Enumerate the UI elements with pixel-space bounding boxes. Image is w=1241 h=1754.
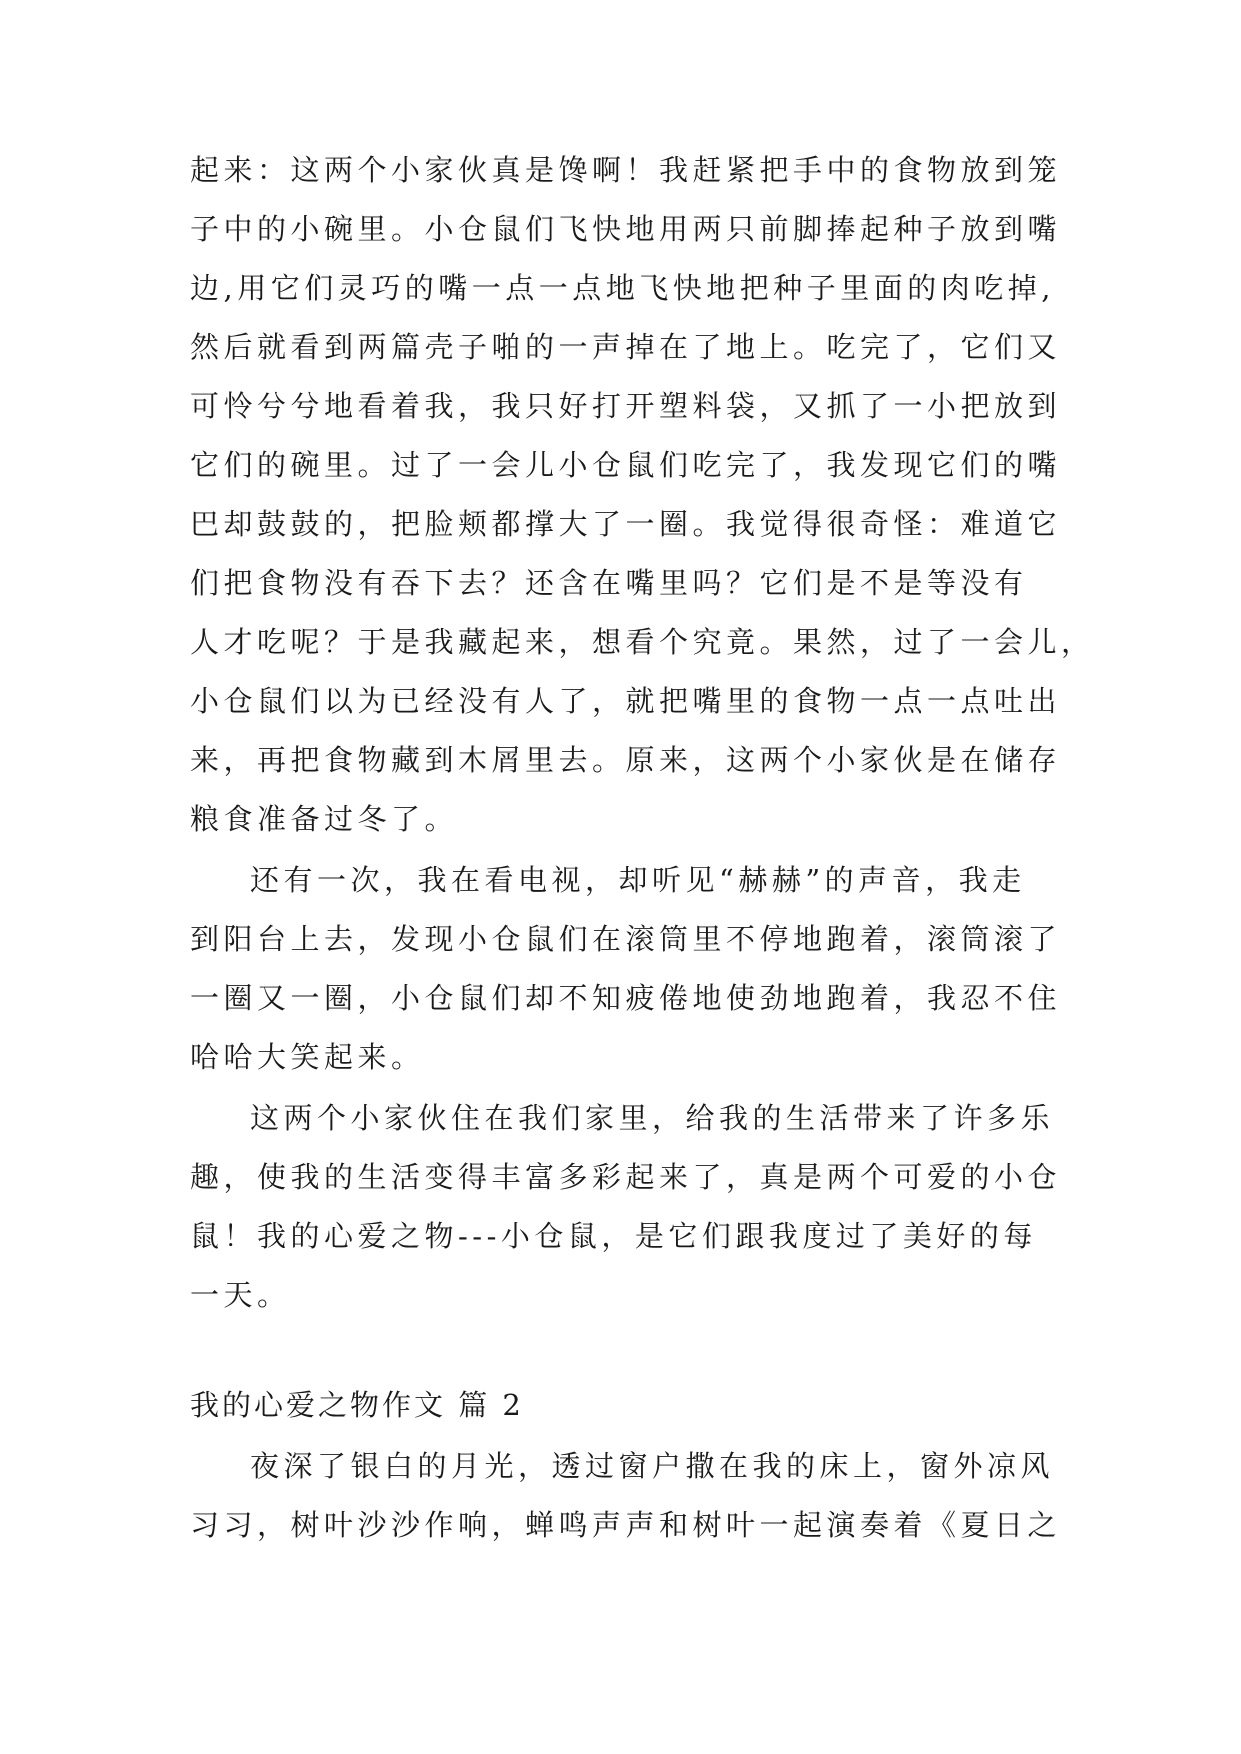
section-heading: 我的心爱之物作文 篇 2 xyxy=(190,1388,524,1422)
text-line: 小仓鼠们以为已经没有人了，就把嘴里的食物一点一点吐出 xyxy=(190,684,1062,718)
text-line: 趣，使我的生活变得丰富多彩起来了，真是两个可爱的小仓 xyxy=(190,1160,1062,1194)
text-line: 到阳台上去，发现小仓鼠们在滚筒里不停地跑着，滚筒滚了 xyxy=(190,922,1062,956)
text-line: 起来：这两个小家伙真是馋啊！我赶紧把手中的食物放到笼 xyxy=(190,153,1062,187)
text-line: 边,用它们灵巧的嘴一点一点地飞快地把种子里面的肉吃掉, xyxy=(190,271,1055,305)
text-line: 哈哈大笑起来。 xyxy=(190,1040,425,1074)
text-line: 然后就看到两篇壳子啪的一声掉在了地上。吃完了，它们又 xyxy=(190,330,1062,364)
text-line: 习习，树叶沙沙作响，蝉鸣声声和树叶一起演奏着《夏日之 xyxy=(190,1508,1062,1542)
text-line: 鼠！我的心爱之物---小仓鼠，是它们跟我度过了美好的每 xyxy=(190,1219,1037,1253)
text-line: 们把食物没有吞下去？还含在嘴里吗？它们是不是等没有 xyxy=(190,566,1028,600)
text-line: 一圈又一圈，小仓鼠们却不知疲倦地使劲地跑着，我忍不住 xyxy=(190,981,1062,1015)
text-line: 人才吃呢？于是我藏起来，想看个究竟。果然，过了一会儿， xyxy=(190,625,1095,659)
text-line: 来，再把食物藏到木屑里去。原来，这两个小家伙是在储存 xyxy=(190,743,1062,777)
text-line: 可怜兮兮地看着我，我只好打开塑料袋，又抓了一小把放到 xyxy=(190,389,1062,423)
text-line: 粮食准备过冬了。 xyxy=(190,802,459,836)
paragraph-first-line: 夜深了银白的月光，透过窗户撒在我的床上，窗外凉风 xyxy=(250,1449,1055,1483)
text-line: 一天。 xyxy=(190,1278,291,1312)
text-line: 子中的小碗里。小仓鼠们飞快地用两只前脚捧起种子放到嘴 xyxy=(190,212,1062,246)
paragraph-first-line: 这两个小家伙住在我们家里，给我的生活带来了许多乐 xyxy=(250,1101,1055,1135)
paragraph-first-line: 还有一次，我在看电视，却听见“赫赫”的声音，我走 xyxy=(250,863,1026,897)
text-line: 它们的碗里。过了一会儿小仓鼠们吃完了，我发现它们的嘴 xyxy=(190,448,1062,482)
text-line: 巴却鼓鼓的，把脸颊都撑大了一圈。我觉得很奇怪：难道它 xyxy=(190,507,1062,541)
